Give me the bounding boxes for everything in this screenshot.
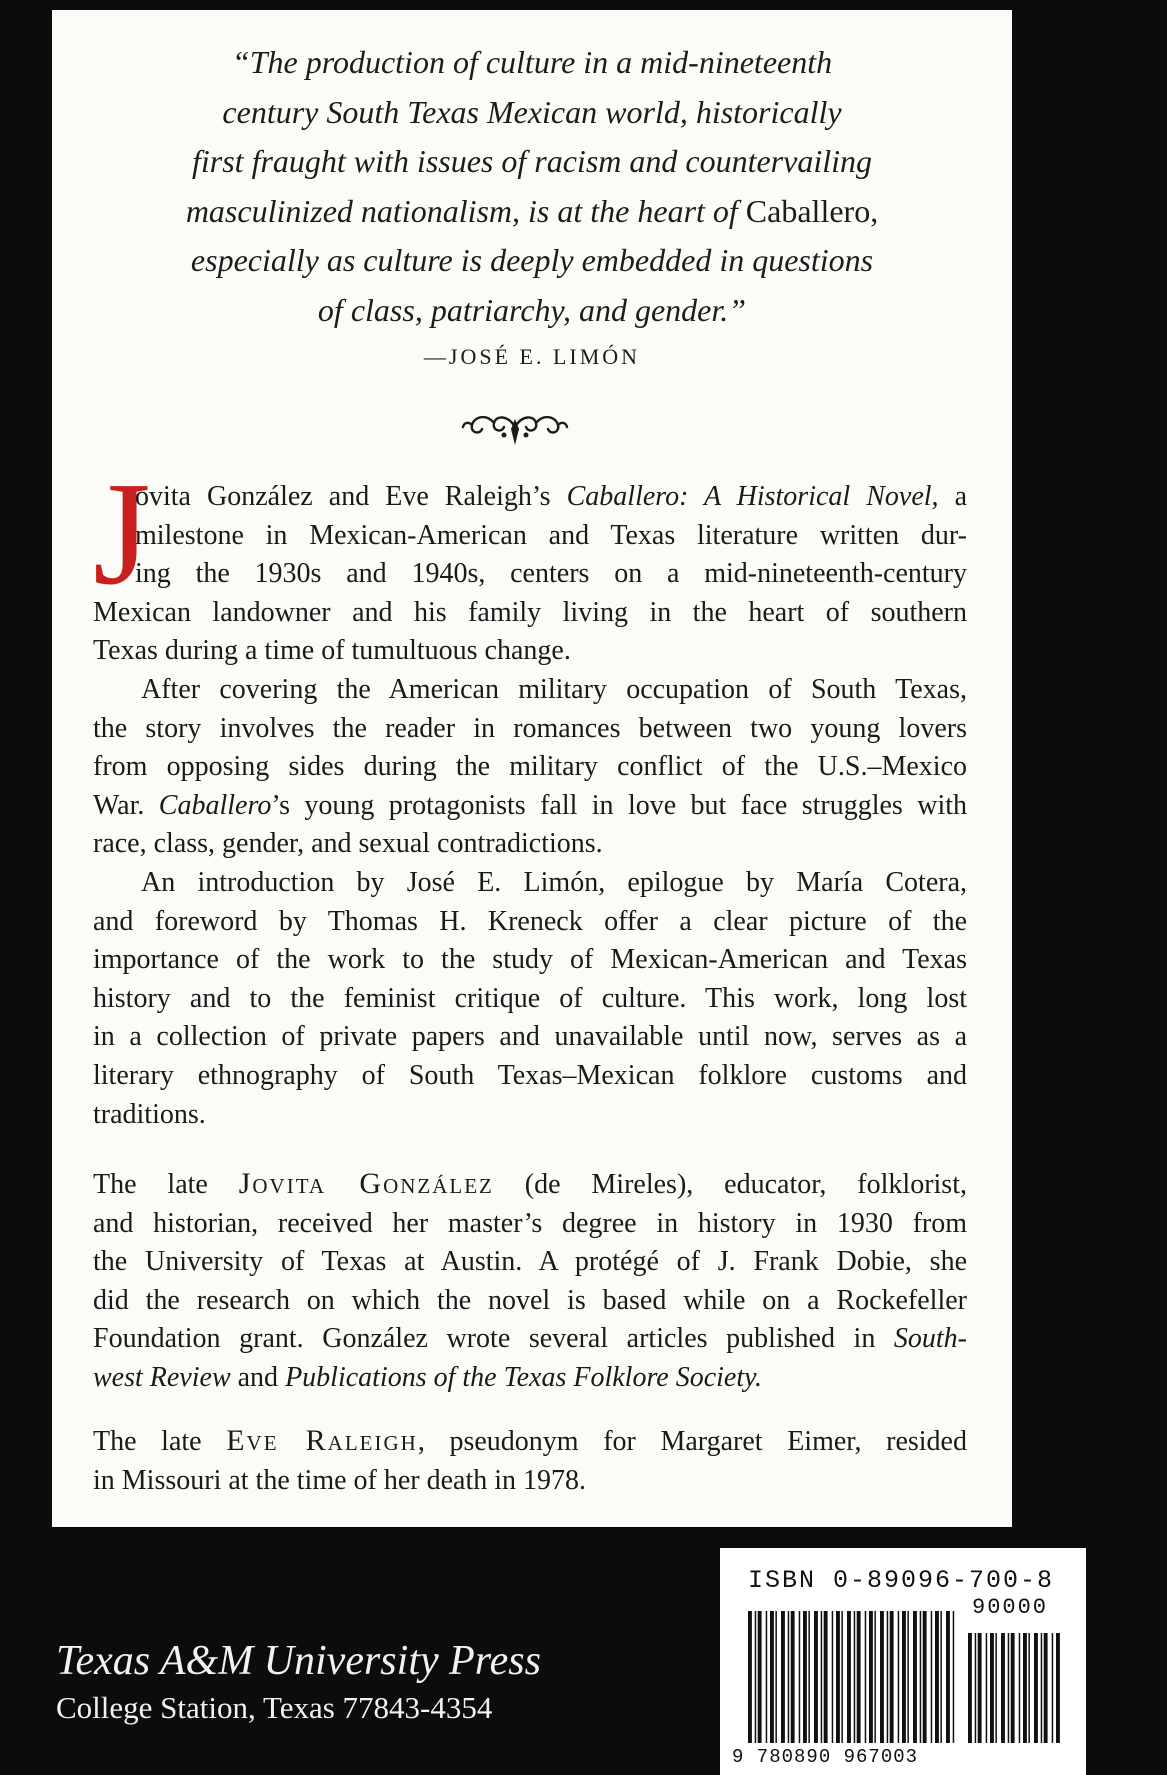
text-line: history and to the feminist critique of culture. This work, long lost (93, 982, 967, 1014)
drop-cap-letter: J (93, 452, 151, 616)
blurb-quote (52, 38, 1012, 335)
barcode-label (720, 1548, 1086, 1775)
text-line (93, 787, 967, 826)
barcode-bar (920, 1611, 922, 1743)
text-line: importance of the work to the study of Mexican-American and Texas (93, 944, 967, 976)
text-run: ’s young protagonists fall in love but face struggles with (271, 789, 967, 821)
barcode-bar (953, 1611, 955, 1743)
quote-line: first fraught with issues of racism and countervailing (191, 143, 872, 179)
quote-line: century South Texas Mexican world, historically (222, 93, 842, 130)
barcode-bar (986, 1633, 988, 1743)
text-line: Mexican landowner and his family living in the heart of southern (93, 596, 967, 628)
text-run: (de Mireles), educator, folklorist, (493, 1169, 967, 1200)
barcode-bar (847, 1611, 851, 1743)
text-line: literary ethnography of South Texas–Mexican folklore customs and (93, 1059, 967, 1091)
barcode-bar (869, 1611, 873, 1743)
barcode-bar (935, 1611, 939, 1743)
barcode-bar (940, 1611, 942, 1743)
barcode-bar (836, 1611, 840, 1743)
barcode-bar (1028, 1633, 1030, 1743)
text-line (93, 1422, 967, 1462)
price-code: 90000 (972, 1595, 1049, 1620)
text-line (93, 1320, 967, 1359)
barcode-bar (841, 1611, 843, 1743)
text-line: traditions. (93, 1098, 206, 1130)
barcode-bar (824, 1611, 828, 1743)
barcode-bar (902, 1611, 906, 1743)
quote-line: “The production of culture in a mid-nineteenth (231, 44, 833, 80)
barcode-bar (887, 1611, 889, 1743)
text-line: race, class, gender, and sexual contradictions. (93, 828, 603, 860)
description-text (93, 478, 967, 1134)
barcode-bar (968, 1633, 972, 1743)
text-line: the story involves the reader in romances between two young lovers (93, 712, 967, 744)
barcode-bar (1019, 1633, 1021, 1743)
barcode-bar (1023, 1633, 1027, 1743)
barcode-bar (931, 1611, 933, 1743)
barcode-bar (913, 1611, 917, 1743)
text-line: After covering the American military occupation of South Texas, (141, 673, 967, 705)
publication-title: South- (893, 1323, 967, 1355)
barcode-bar (995, 1633, 997, 1743)
text-run: Foundation grant. González wrote several articles published in (93, 1323, 894, 1355)
author-bio-gonzalez (93, 1165, 967, 1398)
ean-digits: 9 780890 967003 (732, 1746, 919, 1768)
text-line: in a collection of private papers and unavailable until now, serves as a (93, 1021, 967, 1053)
barcode-bar (755, 1611, 757, 1743)
publisher-name: Texas A&M University Press (56, 1638, 541, 1684)
barcode-bar (1041, 1633, 1043, 1743)
text-run: War. (93, 789, 159, 821)
barcode-bar (990, 1633, 994, 1743)
isbn-number: ISBN 0-89096-700-8 (748, 1566, 1055, 1595)
barcode-bar (808, 1611, 810, 1743)
flourish-ornament-icon (460, 405, 570, 449)
text-line (93, 478, 967, 517)
quote-attribution: —JOSÉ E. LIMÓN (423, 344, 641, 369)
barcode-bar (1011, 1633, 1015, 1743)
text-run: ovita González and Eve Raleigh’s (135, 481, 567, 512)
publisher-address: College Station, Texas 77843-4354 (56, 1690, 493, 1725)
text-run: The late (93, 1426, 227, 1457)
text-line (93, 1165, 967, 1205)
barcode-bar (898, 1611, 900, 1743)
barcode-bar (821, 1611, 823, 1743)
book-title: Caballero (158, 789, 272, 821)
text-line: and foreword by Thomas H. Kreneck offer a clear picture of the (93, 905, 967, 937)
quote-line: especially as culture is deeply embedded in questions (190, 242, 874, 278)
text-run: The late (93, 1169, 239, 1200)
text-line: Texas during a time of tumultuous change. (93, 635, 571, 667)
book-title: Caballero: A Historical Novel, (566, 481, 939, 512)
text-run: and (230, 1361, 286, 1393)
barcode-bar (857, 1611, 861, 1743)
publication-title: Publications of the Texas Folklore Society. (285, 1361, 763, 1393)
text-line: ing the 1930s and 1940s, centers on a mid-nineteenth-century (135, 558, 967, 590)
quote-line: of class, patriarchy, and gender.” (317, 291, 747, 328)
text-line: did the research on which the novel is based while on a Rockefeller (93, 1284, 967, 1316)
barcode-bar (880, 1611, 884, 1743)
barcode-bar (865, 1611, 867, 1743)
barcode-bar (923, 1611, 927, 1743)
author-name: Eve Raleigh (226, 1424, 418, 1457)
author-bio-raleigh (93, 1422, 967, 1500)
text-line: in Missouri at the time of her death in 1978. (93, 1464, 587, 1496)
barcode-bar (748, 1611, 752, 1743)
quote-text: masculinized nationalism, is at the heart of (185, 192, 746, 229)
barcode-bar (854, 1611, 856, 1743)
publication-title: west Review (93, 1361, 231, 1393)
barcode-bar (1056, 1633, 1060, 1743)
barcode-bar (781, 1611, 785, 1743)
publisher-block (56, 1634, 541, 1728)
text-line: milestone in Mexican-American and Texas literature written dur- (135, 519, 967, 551)
barcode-bar (890, 1611, 894, 1743)
barcode-bar (1034, 1633, 1038, 1743)
barcode-bar (799, 1611, 801, 1743)
author-name: Jovita González (238, 1167, 494, 1200)
barcode-bar (907, 1611, 909, 1743)
barcode-bar (758, 1611, 762, 1743)
barcode-bar (1008, 1633, 1010, 1743)
text-line: An introduction by José E. Limón, epilogue by María Cotera, (141, 866, 967, 898)
barcode-bar (874, 1611, 876, 1743)
barcode-bar (1044, 1633, 1048, 1743)
text-run: , pseudonym for Margaret Eimer, resided (417, 1426, 967, 1457)
barcode-bar (791, 1611, 795, 1743)
barcode-bar (788, 1611, 790, 1743)
text-run: a (938, 481, 967, 512)
barcode-bar (946, 1611, 950, 1743)
barcode-bar (775, 1611, 777, 1743)
barcode-bar (814, 1611, 818, 1743)
barcode-bar (1001, 1633, 1005, 1743)
text-line (93, 1359, 967, 1398)
barcode-bar (832, 1611, 834, 1743)
quote-line (52, 187, 1012, 237)
text-line: and historian, received her master’s degree in history in 1930 from (93, 1207, 967, 1239)
barcode-bar (803, 1611, 807, 1743)
barcode-bar (770, 1611, 774, 1743)
barcode-bar (978, 1633, 982, 1743)
barcode-bar (766, 1611, 768, 1743)
text-line: from opposing sides during the military conflict of the U.S.–Mexico (93, 751, 967, 783)
book-title: Caballero, (745, 192, 879, 229)
barcode-bar (1052, 1633, 1054, 1743)
text-line: the University of Texas at Austin. A protégé of J. Frank Dobie, she (93, 1246, 967, 1278)
barcode-bar (975, 1633, 977, 1743)
